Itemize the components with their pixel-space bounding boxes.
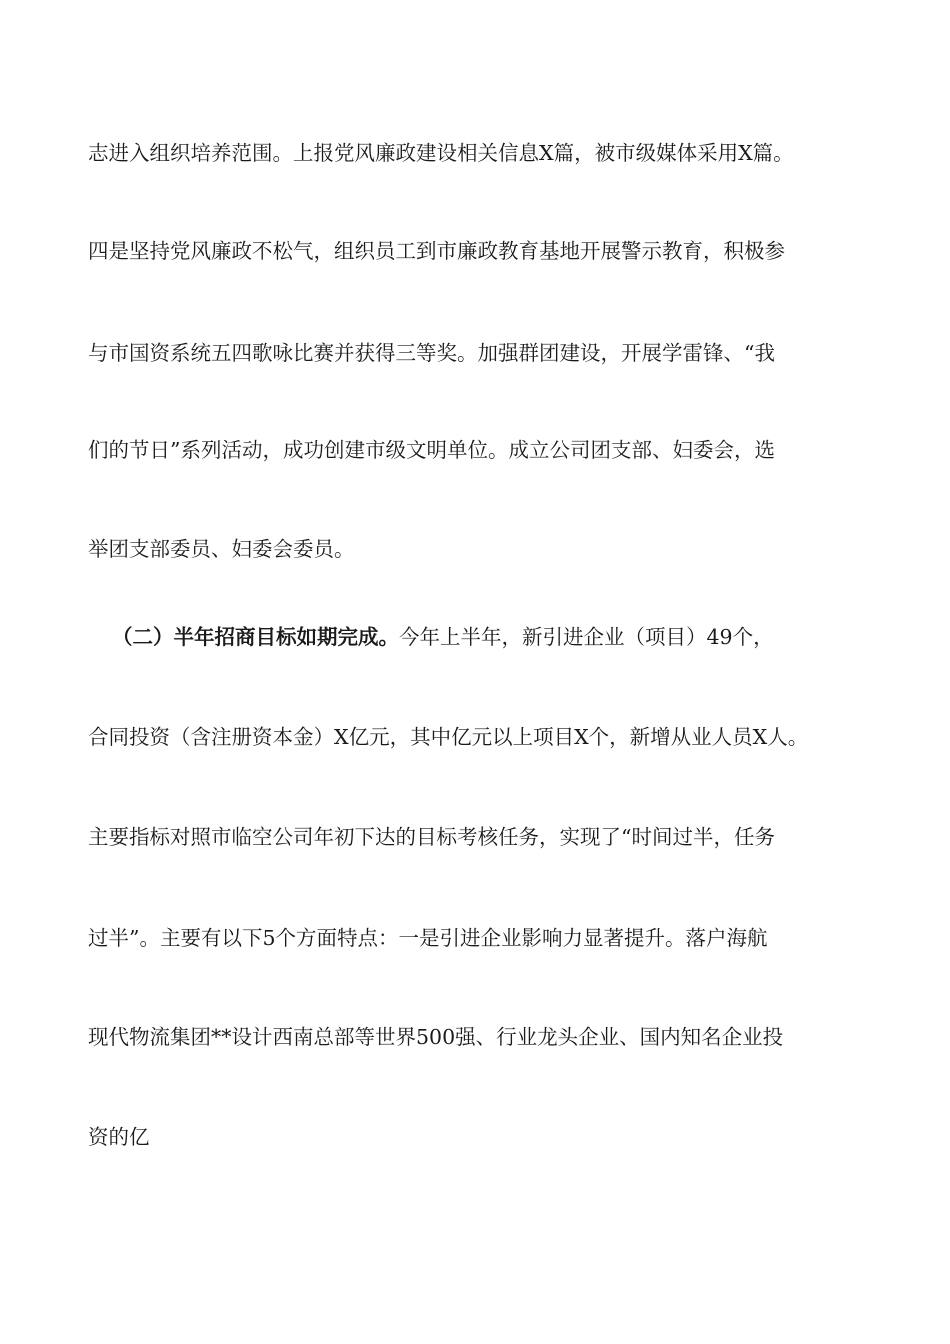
body-text-line: 主要指标对照市临空公司年初下达的目标考核任务，实现了“时间过半，任务 [88,825,775,849]
section-paragraph-first-line [112,622,774,652]
section-heading: （二）半年招商目标如期完成。 [112,625,399,649]
body-text-line: 过半”。主要有以下5个方面特点：一是引进企业影响力显著提升。落户海航 [88,926,768,950]
body-text-line: 资的亿 [88,1125,150,1149]
body-text-line: 举团支部委员、妇委会委员。 [88,537,355,561]
body-text-line: 志进入组织培养范围。上报党风廉政建设相关信息X篇，被市级媒体采用X篇。 [88,141,794,165]
body-text-line: 四是坚持党风廉政不松气，组织员工到市廉政教育基地开展警示教育，积极参 [88,239,785,263]
body-text-line: 与市国资系统五四歌咏比赛并获得三等奖。加强群团建设，开展学雷锋、“我 [88,341,775,365]
body-text-line: 现代物流集团**设计西南总部等世界500强、行业龙头企业、国内知名企业投 [88,1025,784,1049]
section-lead-text: 今年上半年，新引进企业（项目）49个， [399,625,774,649]
body-text-line: 们的节日”系列活动，成功创建市级文明单位。成立公司团支部、妇委会，选 [88,438,775,462]
body-text-line: 合同投资（含注册资本金）X亿元，其中亿元以上项目X个，新增从业人员X人。 [88,725,809,749]
